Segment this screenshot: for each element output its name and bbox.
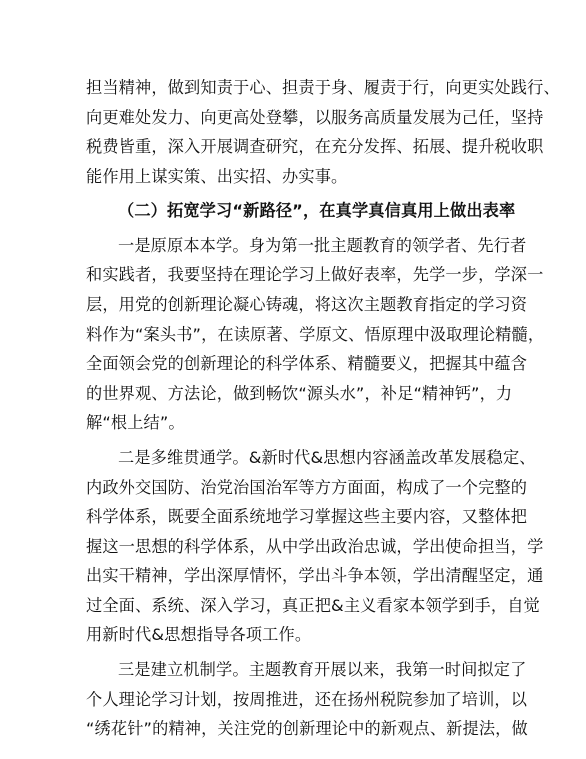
text-line: 担当精神，做到知责于心、担责于身、履责于行，向更实处践行、 bbox=[86, 78, 560, 97]
text-line: 料作为“案头书”，在读原著、学原文、悟原理中汲取理论精髓， bbox=[86, 325, 545, 344]
text-line: 全面领会党的创新理论的科学体系、精髓要义，把握其中蕴含 bbox=[86, 354, 528, 373]
text-line: 税费皆重，深入开展调查研究，在充分发挥、拓展、提升税收职 bbox=[86, 137, 544, 156]
text-line: 过全面、系统、深入学习，真正把&主义看家本领学到手，自觉 bbox=[86, 596, 540, 615]
text-line: 一是原原本本学。身为第一批主题教育的领学者、先行者 bbox=[118, 236, 527, 255]
text-line: 握这一思想的科学体系，从中学出政治忠诚，学出使命担当，学 bbox=[86, 537, 544, 556]
text-line: 二是多维贯通学。&新时代&思想内容涵盖改革发展稳定、 bbox=[118, 448, 536, 467]
text-line: 解“根上结”。 bbox=[86, 413, 185, 432]
text-line: 和实践者，我要坚持在理论学习上做好表率，先学一步，学深一 bbox=[86, 265, 544, 284]
text-line: “绣花针”的精神，关注党的创新理论中的新观点、新提法，做 bbox=[86, 719, 528, 738]
text-line: 科学体系，既要全面系统地学习掌握这些主要内容，又整体把 bbox=[86, 507, 528, 526]
text-line: 用新时代&思想指导各项工作。 bbox=[86, 625, 312, 644]
text-line: 出实干精神，学出深厚情怀，学出斗争本领，学出清醒坚定，通 bbox=[86, 566, 544, 585]
text-line: 的世界观、方法论，做到畅饮“源头水”，补足“精神钙”，力 bbox=[86, 384, 513, 403]
text-line: 内政外交国防、治党治国治军等方方面面，构成了一个完整的 bbox=[86, 478, 528, 497]
text-line: 个人理论学习计划，按周推进，还在扬州税院参加了培训，以 bbox=[86, 690, 528, 709]
text-line: 能作用上谋实策、出实招、办实事。 bbox=[86, 167, 348, 186]
text-line: 向更难处发力、向更高处登攀，以服务高质量发展为己任，坚持 bbox=[86, 108, 544, 127]
text-line: 层，用党的创新理论凝心铸魂，将这次主题教育指定的学习资 bbox=[86, 295, 528, 314]
text-line: 三是建立机制学。主题教育开展以来，我第一时间拟定了 bbox=[118, 660, 527, 679]
section-heading: （二）拓宽学习“新路径”，在真学真信真用上做出表率 bbox=[118, 201, 516, 220]
